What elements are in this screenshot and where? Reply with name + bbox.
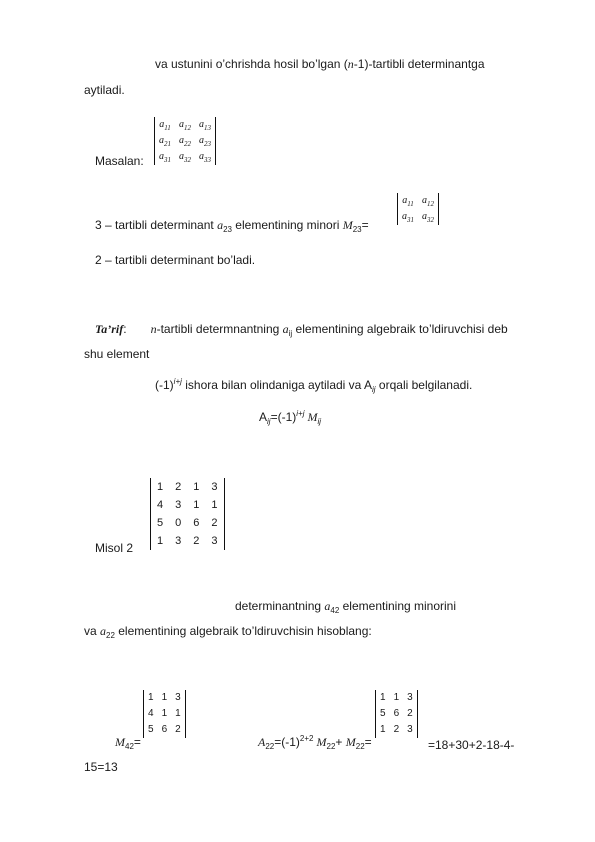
matrix-cell: 3 [175,499,182,511]
task-a2-sub: 22 [106,631,115,640]
matrix-cell: 2 [393,724,400,735]
matrix-cell: 3 [407,724,413,735]
minor-line-eq: = [361,218,369,232]
matrix-cell: 5 [380,708,386,719]
text-line-2: aytiladi. [84,83,125,97]
minor-line-M-sub: 23 [352,225,362,234]
matrix-cell: $a_{11}$ [159,119,171,132]
matrix-cell: 6 [161,724,168,735]
formula-M-sub: ij [317,417,322,426]
matrix-cell: 0 [175,517,182,529]
matrix-cell: $a_{12}$ [422,195,434,208]
matrix-cell: $a_{31}$ [402,211,414,224]
definition-line3-b: ishora bilan olindaniga aytiladi va A [181,378,373,392]
A22-M-sub: 22 [326,742,336,751]
A22-M: M [313,735,327,749]
matrix-cell: $a_{23}$ [199,135,211,148]
A22-M2-sub: 22 [355,742,365,751]
matrix-cell: $a_{31}$ [159,151,171,164]
A22-sup: 2+2 [299,734,314,743]
solution-A22 [258,735,372,751]
example2-label: Misol 2 [95,541,134,555]
matrix-cell: $a_{33}$ [199,151,211,164]
matrix-cell: $a_{12}$ [179,119,191,132]
example2-determinant [150,478,225,550]
text-line-1 [155,57,485,71]
solution-M42 [115,735,141,751]
example1-determinant [154,117,216,165]
definition-line-1 [95,322,508,338]
matrix-cell: 3 [407,692,413,703]
M42-label: M [115,735,125,749]
definition-colon: : [123,322,127,336]
matrix-cell: 1 [161,692,168,703]
definition-text-b: elementining algebraik to’ldiruvchisi deb [292,322,508,336]
minor-line-a: a [217,218,224,232]
matrix-cell: 5 [148,724,154,735]
definition-a-sub: ij [288,329,293,338]
matrix-cell: 1 [157,481,164,493]
matrix-cell: 1 [393,692,400,703]
task-line2-a: va [84,624,101,638]
M42-determinant [143,690,186,738]
A22-determinant [375,690,418,738]
matrix-cell: $a_{32}$ [179,151,191,164]
definition-line3-sup: i+j [173,377,182,386]
example1-label: Masalan: [95,154,144,168]
A22-mid: =(-1) [274,735,300,749]
definition-line3-a: (-1) [155,378,174,392]
formula-A-sub: ij [267,417,271,426]
line1-n: n [347,57,354,71]
matrix-cell: 1 [161,708,168,719]
A22-M2: M [345,735,356,749]
task-line1-b: elementining minorini [339,599,457,613]
matrix-cell: 1 [148,692,154,703]
matrix-cell: 4 [157,499,164,511]
matrix-cell: 2 [211,517,218,529]
minor-line-text: 3 – tartibli determinant [95,218,218,232]
matrix-cell: 1 [380,724,386,735]
text-order2: 2 – tartibli determinant bo’ladi. [95,253,256,267]
formula-A: A [259,410,268,424]
task-line1-a: determinantning [235,599,325,613]
formula-mid: =(-1) [270,410,297,424]
matrix-cell: 1 [211,499,218,511]
result-line-1: =18+30+2-18-4- [428,738,515,752]
minor-line-M: M [342,218,353,232]
minor-line-text2: elementining minori [231,218,343,232]
M42-eq: = [133,735,141,749]
matrix-cell: 1 [193,499,200,511]
matrix-cell: $a_{32}$ [422,211,434,224]
line1-part-b: -1)-tartibli determinantga [353,57,485,71]
A22-plus: + [335,735,346,749]
matrix-cell: 3 [211,535,218,547]
minor-determinant [397,193,439,225]
definition-line-2: shu element [84,347,150,361]
definition-n: n [150,322,157,336]
matrix-cell: 6 [393,708,400,719]
matrix-cell: 1 [157,535,164,547]
matrix-cell: $a_{21}$ [159,135,171,148]
definition-text-a: -tartibli determnantning [156,322,283,336]
definition-term: Ta’rif [95,322,124,336]
A22-label: A [258,735,266,749]
matrix-cell: 4 [148,708,154,719]
task-line-2 [84,624,372,640]
matrix-cell: 3 [175,692,181,703]
matrix-cell: 1 [175,708,181,719]
formula-M: M [304,410,318,424]
definition-a: a [282,322,289,336]
matrix-cell: 6 [193,517,200,529]
A22-eq: = [364,735,372,749]
task-a: a [324,599,331,613]
matrix-cell: $a_{22}$ [179,135,191,148]
matrix-cell: 1 [380,692,386,703]
result-line-2: 15=13 [84,760,118,774]
matrix-cell: $a_{11}$ [402,195,414,208]
task-line-1 [235,599,456,615]
A22-sub: 22 [265,742,275,751]
definition-line-3 [155,378,472,394]
matrix-cell: 2 [193,535,200,547]
minor-line-a-sub: 23 [223,225,232,234]
matrix-cell: 3 [211,481,218,493]
matrix-cell: 1 [193,481,200,493]
matrix-cell: 2 [407,708,413,719]
matrix-cell: 5 [157,517,164,529]
minor-line [95,218,369,234]
line1-part-a: va ustunini o’chrishda hosil bo’lgan ( [155,57,348,71]
definition-line3-sub: ij [372,385,376,394]
formula-sup: i+j [296,409,305,418]
matrix-cell: 2 [175,481,182,493]
task-a-sub: 42 [330,606,340,615]
matrix-cell: 2 [175,724,181,735]
task-line2-b: elementining algebraik to’ldiruvchisin hisoblang: [114,624,372,638]
definition-formula [259,410,321,426]
definition-line3-c: orqali belgilanadi. [375,378,473,392]
matrix-cell: 3 [175,535,182,547]
task-a2: a [100,624,107,638]
M42-sub: 42 [125,742,134,751]
matrix-cell: $a_{13}$ [199,119,211,132]
